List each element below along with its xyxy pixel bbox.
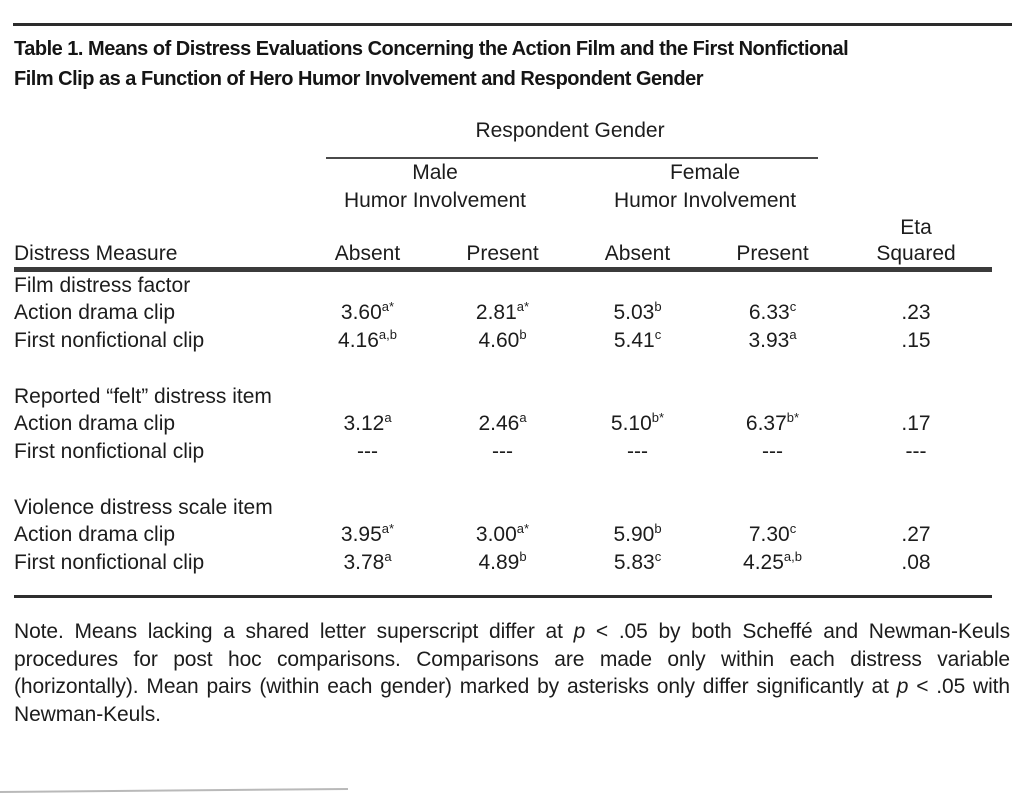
row-label: First nonfictional clip <box>14 551 205 574</box>
mean-value: 3.00 <box>475 523 517 546</box>
mean-superscript: b <box>519 549 527 564</box>
mean-cell <box>300 438 435 466</box>
mean-value: 5.41 <box>613 329 655 352</box>
mean-cell <box>705 438 840 466</box>
mean-superscript: a* <box>381 299 395 314</box>
spanner-row <box>14 116 992 159</box>
row-label: Action drama clip <box>14 412 176 435</box>
note-p-italic: p <box>573 620 586 643</box>
mean-superscript: a <box>789 327 797 342</box>
mean-superscript: c <box>789 299 797 314</box>
section-label-row <box>14 466 992 521</box>
mean-cell <box>570 410 705 438</box>
col-header-eta-squared <box>840 215 992 270</box>
group-header-male-name: Male <box>412 161 458 184</box>
table-body <box>14 270 992 597</box>
row-label: First nonfictional clip <box>14 329 205 352</box>
mean-value: 4.60 <box>478 329 520 352</box>
table-row <box>14 549 992 597</box>
table-note <box>14 618 1010 728</box>
col-header-female-absent: Absent <box>604 242 671 265</box>
data-table <box>14 116 992 598</box>
row-label: First nonfictional clip <box>14 440 205 463</box>
table-row <box>14 521 992 549</box>
mean-value: 4.89 <box>478 551 520 574</box>
table-row <box>14 327 992 355</box>
mean-cell <box>705 410 840 438</box>
table-header <box>14 116 992 270</box>
mean-superscript: b* <box>651 410 665 425</box>
mean-superscript: a,b <box>378 327 397 342</box>
mean-cell <box>435 438 570 466</box>
table-title <box>14 34 1010 94</box>
col-header-female-present: Present <box>736 242 809 265</box>
section-label-row <box>14 355 992 410</box>
table-title-line-1: Table 1. Means of Distress Evaluations Concerning the Action Film and the First Nonfictional <box>14 38 849 60</box>
mean-superscript: a* <box>516 521 530 536</box>
group-header-row <box>14 159 992 215</box>
mean-superscript: b <box>654 521 662 536</box>
section-label: Violence distress scale item <box>14 496 273 519</box>
mean-cell <box>300 549 435 597</box>
mean-cell <box>300 299 435 327</box>
group-header-female <box>570 159 840 215</box>
mean-superscript: c <box>654 327 662 342</box>
spanner-eta-spacer <box>840 116 992 159</box>
table-row <box>14 438 992 466</box>
mean-cell <box>705 521 840 549</box>
mean-superscript: a,b <box>783 549 802 564</box>
mean-superscript: b* <box>786 410 800 425</box>
eta-cell: --- <box>905 440 927 463</box>
group-header-female-sub: Humor Involvement <box>613 189 797 212</box>
group-stub-spacer <box>14 159 300 215</box>
eta-cell: .15 <box>901 329 931 352</box>
mean-cell <box>300 327 435 355</box>
mean-value: 6.33 <box>748 301 790 324</box>
mean-value: 3.60 <box>340 301 382 324</box>
mean-value: 4.16 <box>338 329 379 352</box>
note-segment: < .05 with Newman-Keuls. <box>14 675 1010 726</box>
mean-cell <box>300 521 435 549</box>
section-label: Film distress factor <box>14 274 191 297</box>
col-header-male-present: Present <box>466 242 539 265</box>
eta-cell: .17 <box>901 412 931 435</box>
mean-value: 5.83 <box>613 551 655 574</box>
mean-value: 3.78 <box>343 551 385 574</box>
mean-cell <box>435 521 570 549</box>
mean-superscript: a <box>384 549 392 564</box>
mean-cell <box>435 549 570 597</box>
mean-cell <box>570 327 705 355</box>
column-header-row <box>14 215 992 270</box>
mean-value: 2.81 <box>475 301 517 324</box>
mean-superscript: b <box>519 327 527 342</box>
mean-value: 6.37 <box>745 412 787 435</box>
mean-value: --- <box>762 440 783 463</box>
col-header-male-absent: Absent <box>334 242 401 265</box>
section-label-row <box>14 270 992 300</box>
mean-cell <box>570 549 705 597</box>
mean-superscript: a* <box>381 521 395 536</box>
table-row <box>14 299 992 327</box>
mean-value: --- <box>627 440 648 463</box>
mean-cell <box>435 327 570 355</box>
mean-value: 3.12 <box>343 412 385 435</box>
group-eta-spacer <box>840 159 992 215</box>
mean-superscript: c <box>789 521 797 536</box>
section-label: Reported “felt” distress item <box>14 385 272 408</box>
note-segment: Note. Means lacking a shared letter superscript differ at <box>14 620 574 643</box>
mean-value: 5.10 <box>610 412 652 435</box>
row-label: Action drama clip <box>14 523 176 546</box>
spanner-label: Respondent Gender <box>475 119 665 142</box>
mean-superscript: c <box>654 549 662 564</box>
row-label: Action drama clip <box>14 301 176 324</box>
eta-cell: .08 <box>901 551 931 574</box>
mean-value: 3.95 <box>340 523 382 546</box>
stub-header: Distress Measure <box>14 242 178 265</box>
group-header-male <box>300 159 570 215</box>
mean-cell <box>705 299 840 327</box>
mean-value: --- <box>357 440 378 463</box>
mean-value: 4.25 <box>743 551 784 574</box>
spanner-cell <box>300 116 840 159</box>
mean-value: --- <box>492 440 513 463</box>
eta-cell: .23 <box>901 301 931 324</box>
mean-cell <box>705 327 840 355</box>
note-p-italic: p <box>896 675 909 698</box>
mean-cell <box>705 549 840 597</box>
mean-cell <box>300 410 435 438</box>
mean-cell <box>435 410 570 438</box>
mean-value: 5.90 <box>613 523 655 546</box>
note-segment: < .05 by both Scheffé and Newman-Keuls procedures for post hoc comparisons. Comparisons are made only within each distress variable (horizontally). Mean pairs (within each gender) marked by asterisks only differ significantly at <box>14 620 1010 698</box>
mean-cell <box>570 438 705 466</box>
eta-header-line-1: Eta <box>900 216 932 239</box>
mean-superscript: a <box>519 410 527 425</box>
spanner-stub-spacer <box>14 116 300 159</box>
mean-superscript: b <box>654 299 662 314</box>
table-title-line-2: Film Clip as a Function of Hero Humor Involvement and Respondent Gender <box>14 68 704 90</box>
scan-artifact-line <box>0 788 348 793</box>
mean-value: 5.03 <box>613 301 655 324</box>
eta-header-line-2: Squared <box>876 242 956 265</box>
mean-value: 3.93 <box>748 329 790 352</box>
mean-value: 2.46 <box>478 412 520 435</box>
mean-superscript: a <box>384 410 392 425</box>
mean-superscript: a* <box>516 299 530 314</box>
group-header-female-name: Female <box>669 161 741 184</box>
eta-cell: .27 <box>901 523 931 546</box>
mean-cell <box>570 299 705 327</box>
top-rule <box>13 23 1012 26</box>
mean-cell <box>570 521 705 549</box>
group-header-male-sub: Humor Involvement <box>343 189 527 212</box>
table-row <box>14 410 992 438</box>
mean-value: 7.30 <box>748 523 790 546</box>
mean-cell <box>435 299 570 327</box>
